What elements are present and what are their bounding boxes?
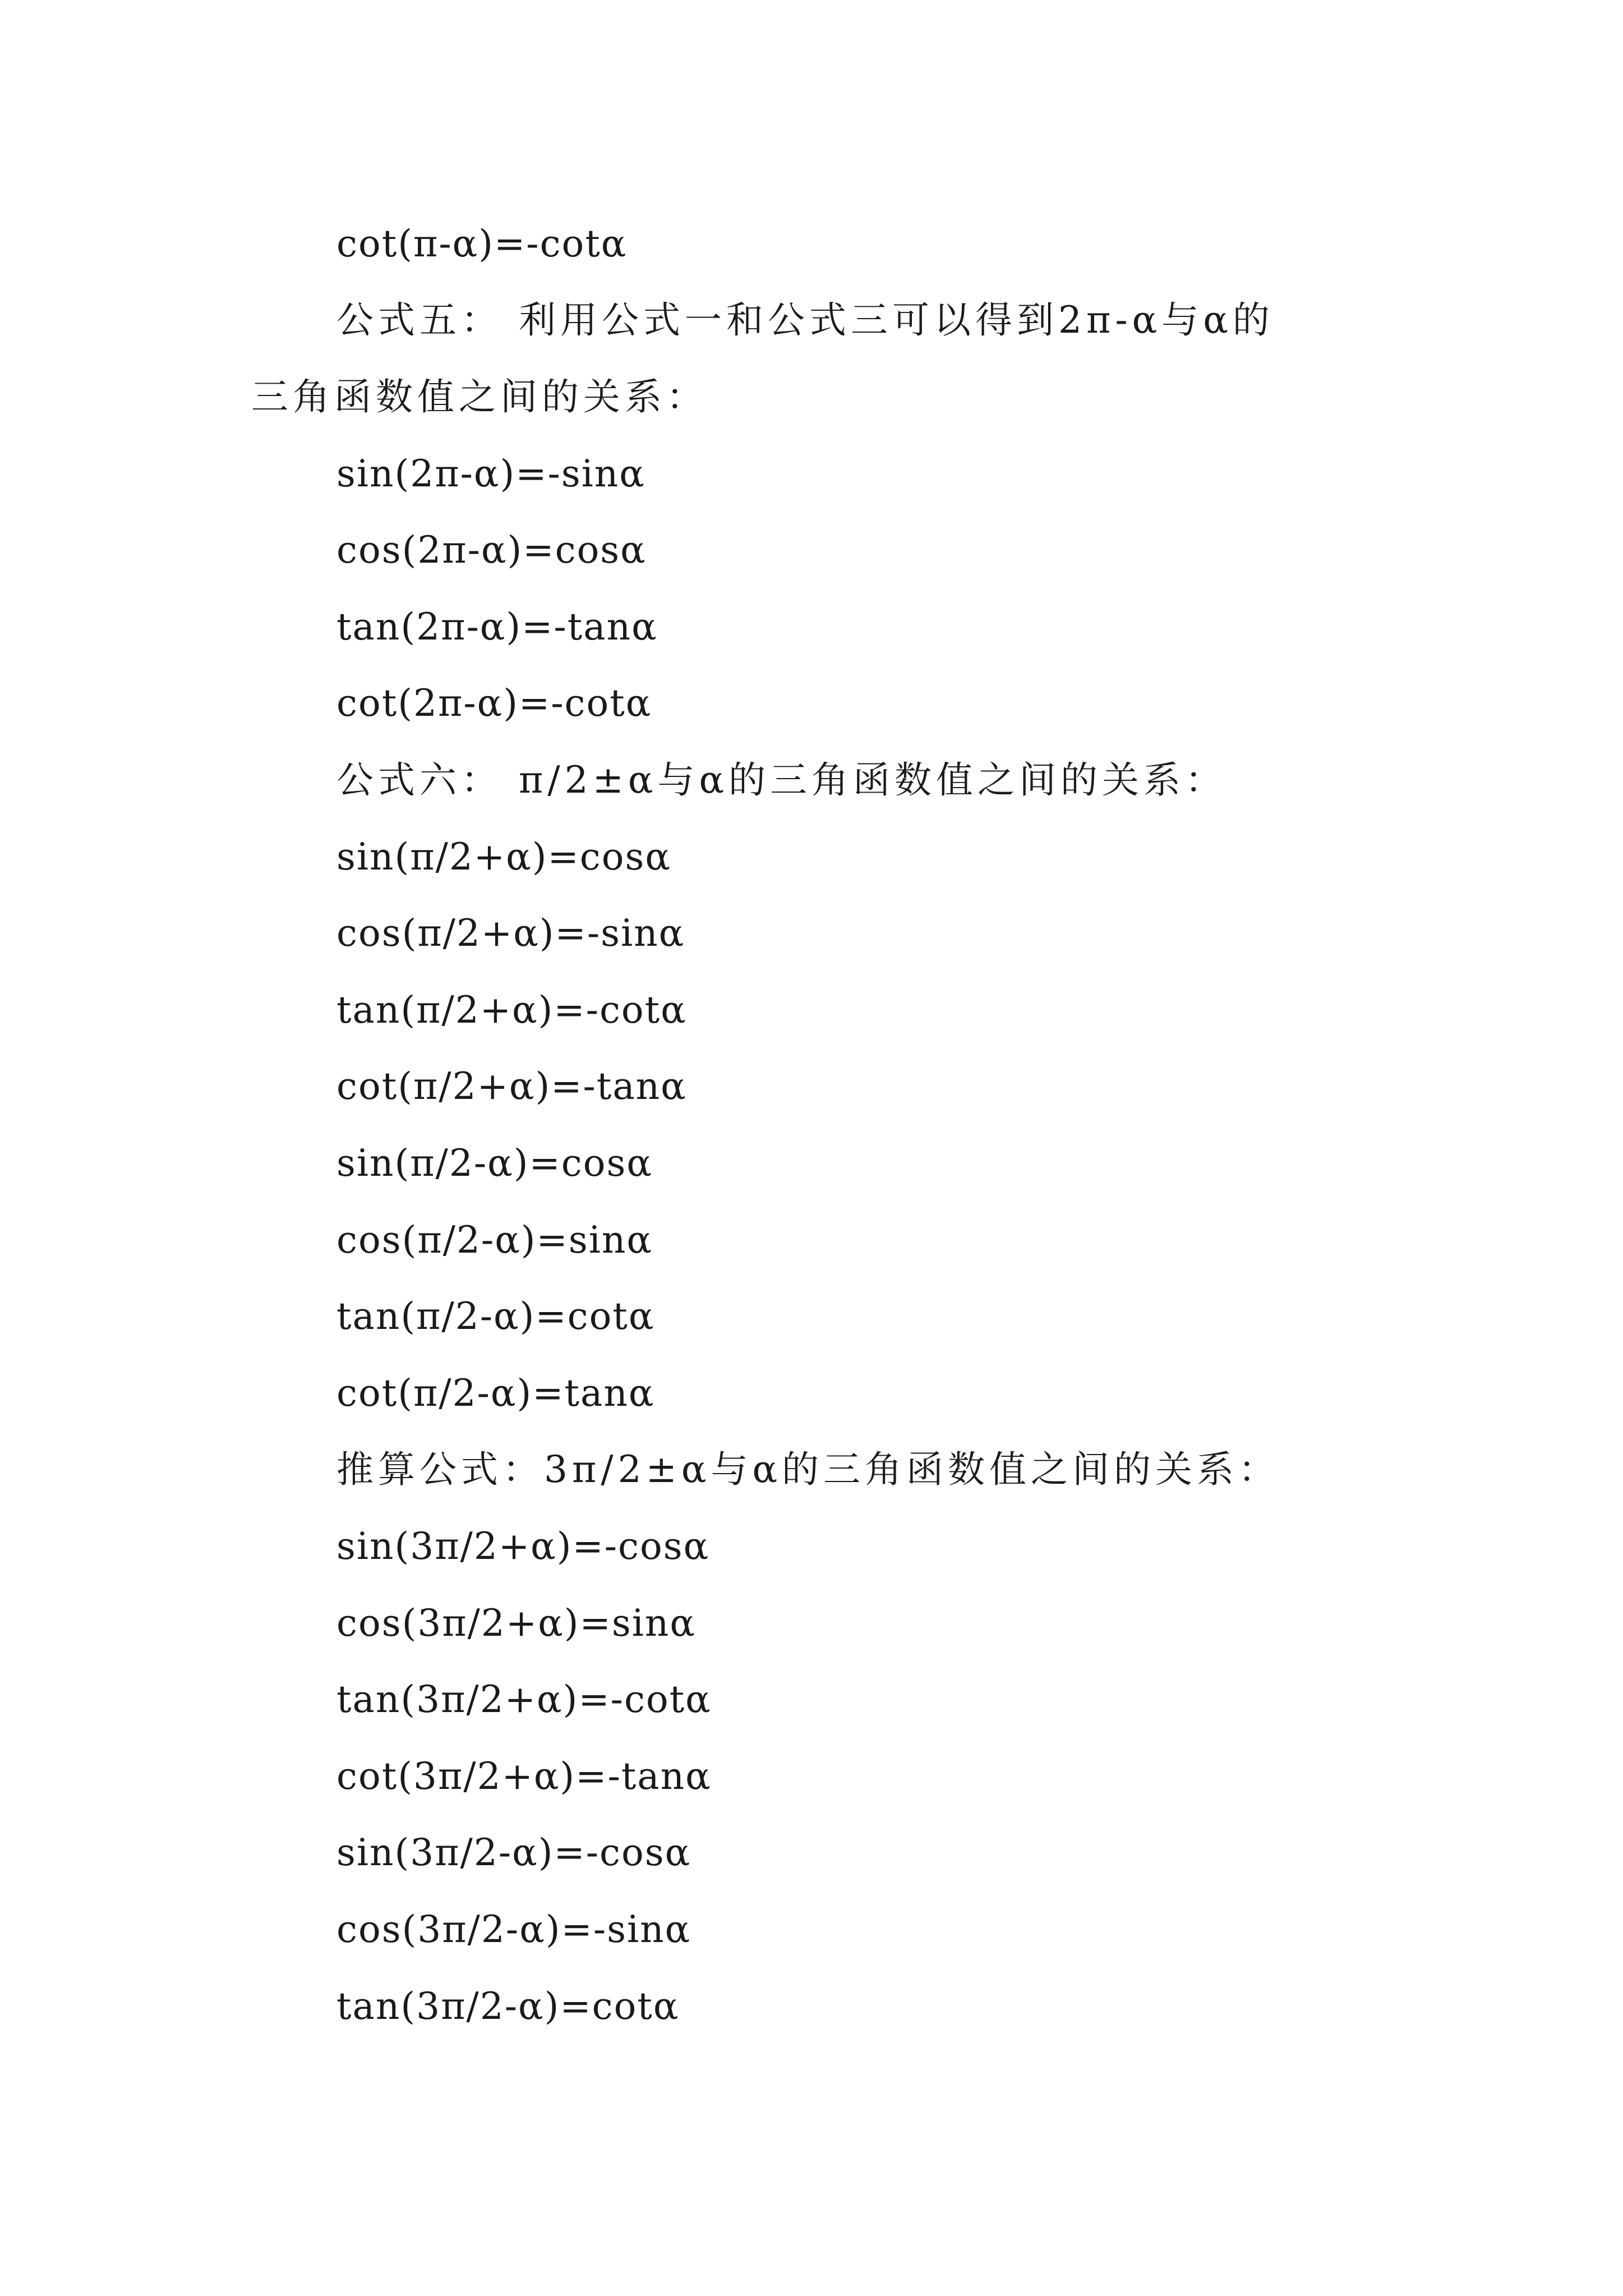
formula-line: cos(π/2-α)=sinα <box>336 1218 653 1262</box>
formula-line: cot(2π-α)=-cotα <box>336 682 652 725</box>
formula-line: tan(π/2+α)=-cotα <box>336 988 687 1032</box>
formula-line: tan(π/2-α)=cotα <box>336 1295 655 1338</box>
section-heading-formula-6: 公式六： π/2±α与α的三角函数值之间的关系： <box>336 758 1227 802</box>
formula-line: tan(3π/2+α)=-cotα <box>336 1678 712 1721</box>
section-heading-derived-formula: 推算公式：3π/2±α与α的三角函数值之间的关系： <box>336 1448 1280 1491</box>
formula-line: sin(π/2+α)=cosα <box>336 835 671 878</box>
formula-line: cos(3π/2+α)=sinα <box>336 1602 696 1645</box>
formula-line: cos(2π-α)=cosα <box>336 528 647 572</box>
formula-line: tan(2π-α)=-tanα <box>336 605 658 648</box>
formula-line: sin(2π-α)=-sinα <box>336 452 645 495</box>
formula-line: sin(3π/2-α)=-cosα <box>336 1831 691 1874</box>
formula-line: cos(3π/2-α)=-sinα <box>336 1908 691 1951</box>
formula-line: sin(3π/2+α)=-cosα <box>336 1525 710 1568</box>
section-heading-formula-5: 公式五： 利用公式一和公式三可以得到2π-α与α的 <box>336 298 1274 342</box>
formula-line: cot(π/2+α)=-tanα <box>336 1065 687 1108</box>
formula-line: cot(3π/2+α)=-tanα <box>336 1755 712 1798</box>
formula-line: sin(π/2-α)=cosα <box>336 1142 653 1185</box>
formula-line: cot(π-α)=-cotα <box>336 222 628 265</box>
formula-line: tan(3π/2-α)=cotα <box>336 1985 680 2028</box>
section-heading-continuation: 三角函数值之间的关系： <box>251 375 708 418</box>
formula-line: cot(π/2-α)=tanα <box>336 1372 655 1415</box>
formula-line: cos(π/2+α)=-sinα <box>336 912 685 955</box>
